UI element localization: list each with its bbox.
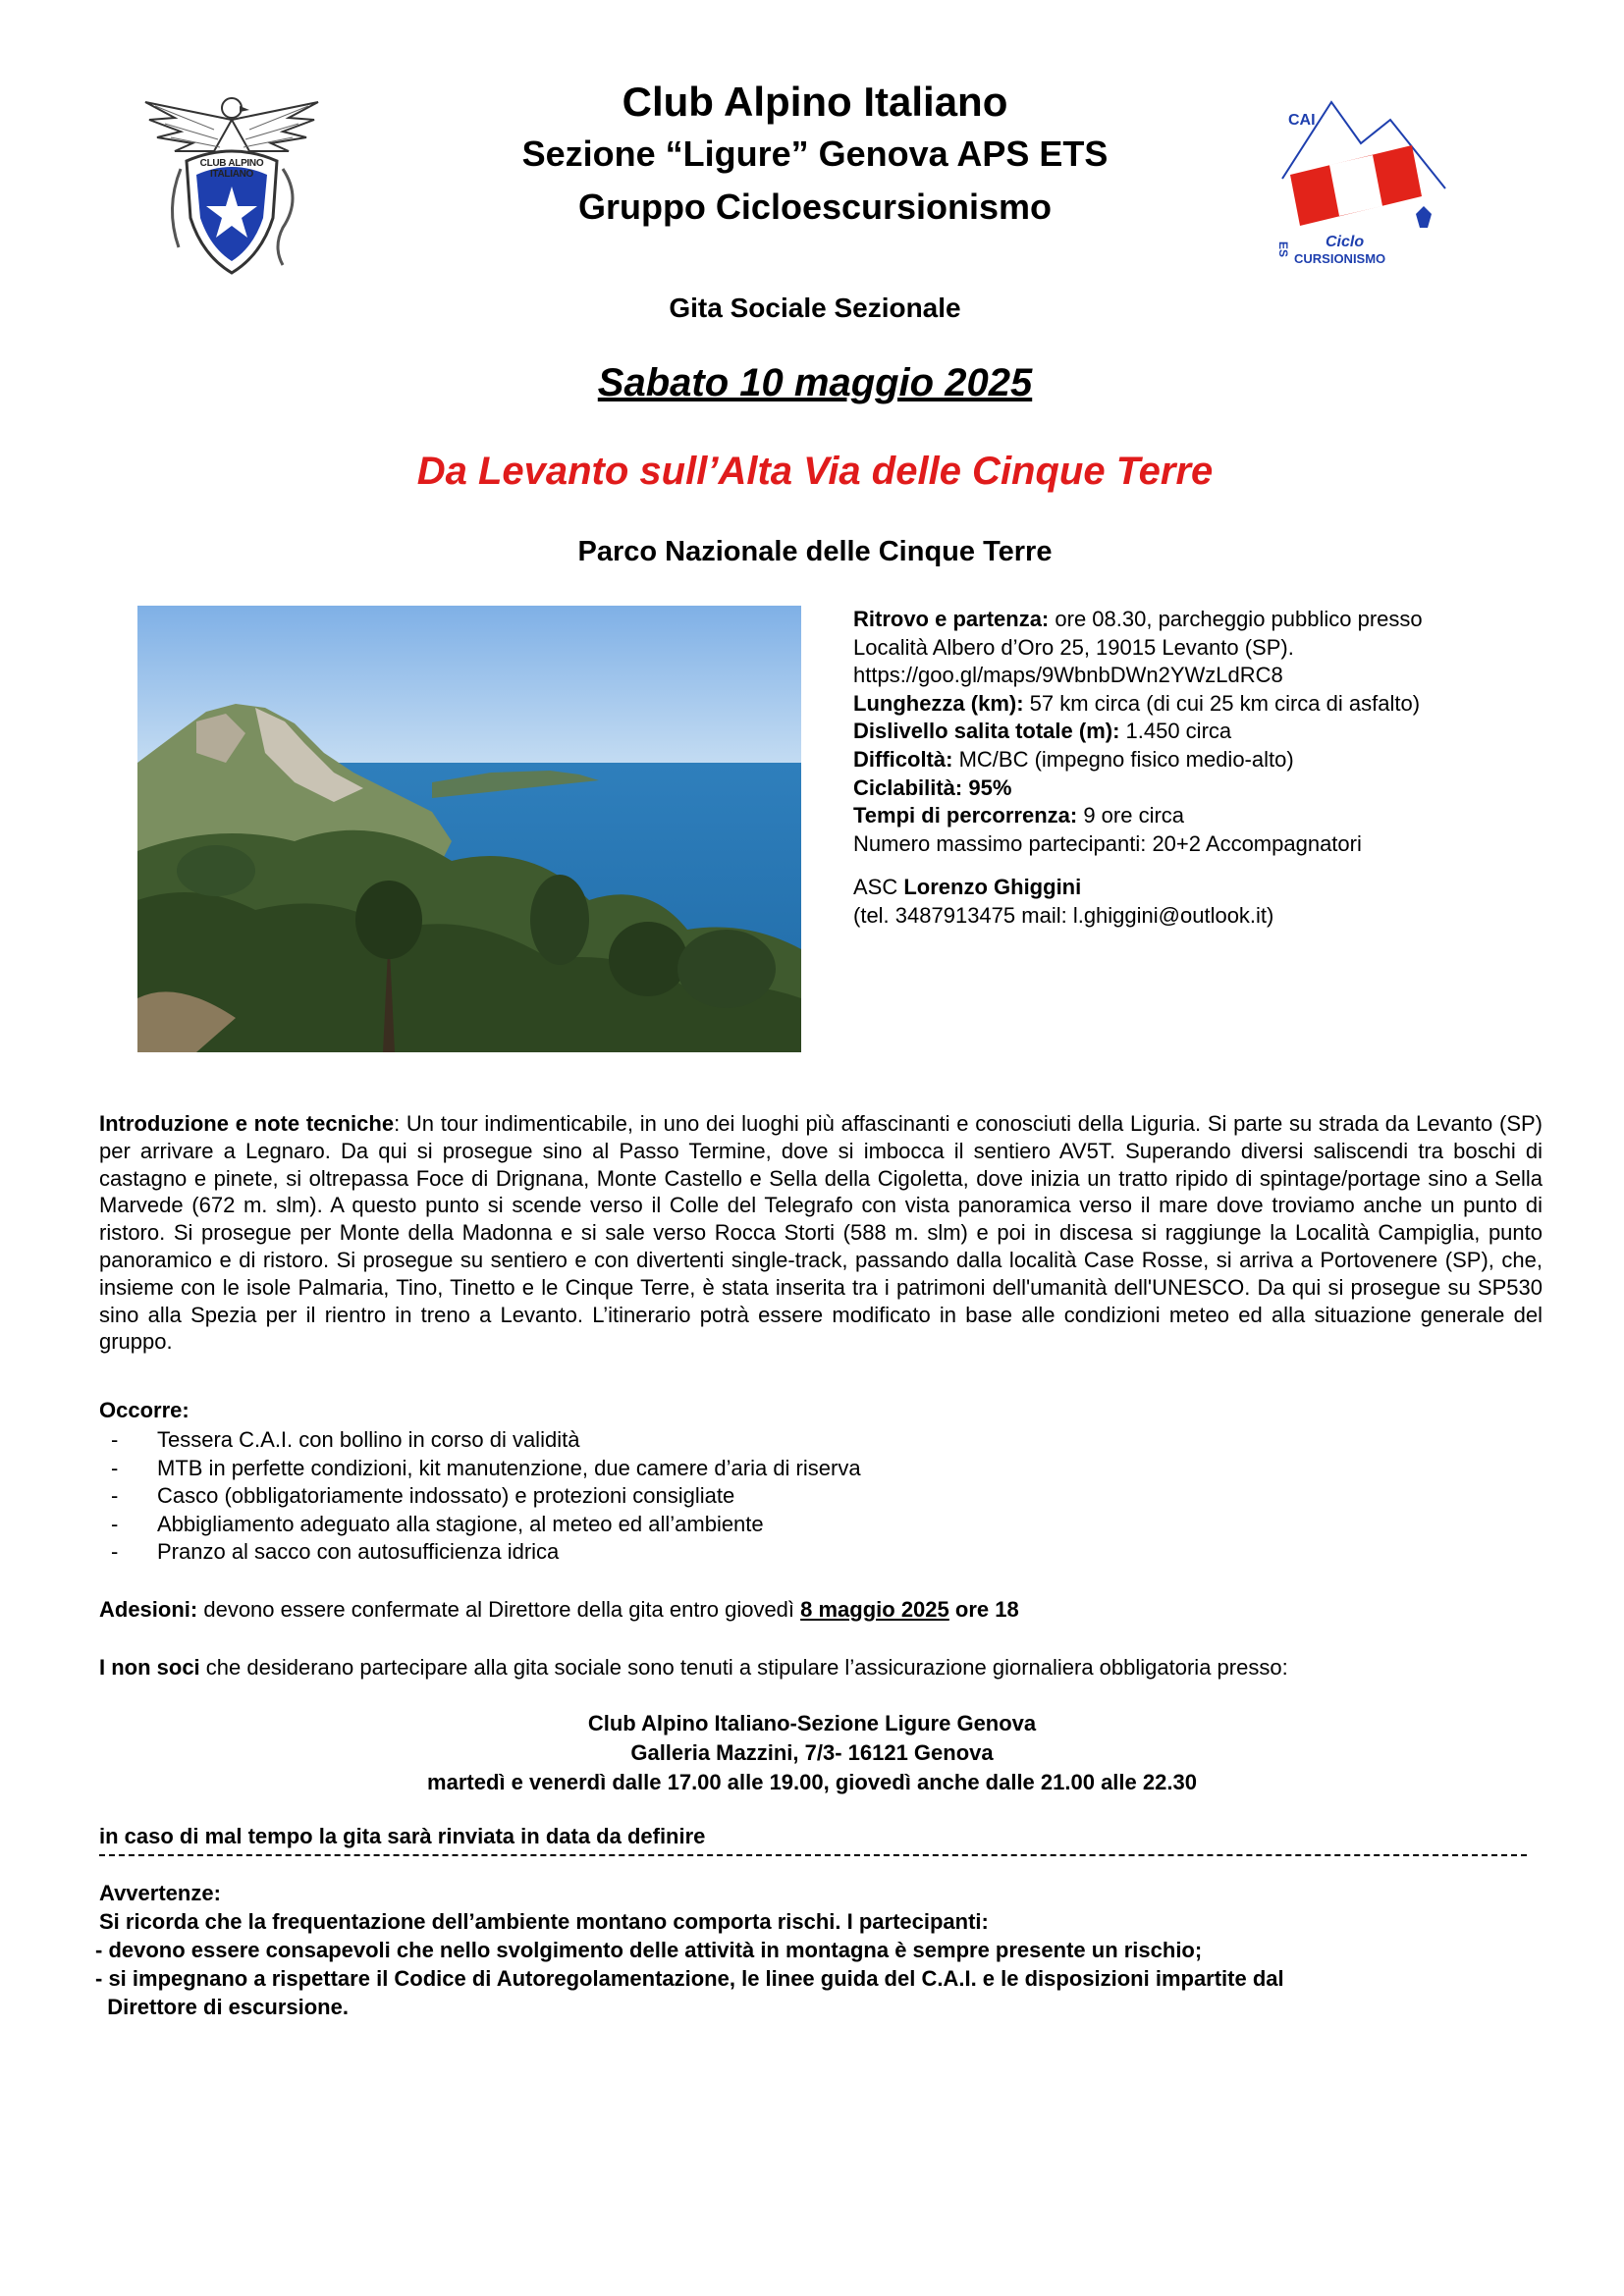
header-title: Club Alpino Italiano — [622, 79, 1008, 125]
avvertenze-line-1: Si ricorda che la frequentazione dell’ambiente montano comporta rischi. I partecipanti: — [99, 1909, 989, 1934]
list-item: - Pranzo al sacco con autosufficienza idrica — [111, 1539, 560, 1564]
ciclabilita-row: Ciclabilità: 95% — [853, 774, 1012, 800]
adesioni-time: ore 18 — [948, 1597, 1019, 1622]
nonsoci-row — [99, 1655, 1523, 1681]
lunghezza-label: Lunghezza (km): — [853, 690, 1024, 716]
address-row: Località Albero d’Oro 25, 19015 Levanto (SP). — [853, 634, 1294, 660]
asc-name: Lorenzo Ghiggini — [903, 875, 1082, 900]
cursionismo-label: CURSIONISMO — [1294, 251, 1386, 266]
adesioni-deadline: 8 maggio 2025 — [800, 1597, 949, 1622]
difficolta-row — [853, 746, 1560, 774]
intro-text: : Un tour indimenticabile, in uno dei luoghi più affascinanti e conosciuti della Liguria. Si parte su strada da Levanto (SP) per arrivare a Legnaro. Da qui si prosegue sino al Passo Termine, dove si imbocca il sentiero AV5T. Superando diversi saliscendi tra boschi di castagno e pinete, si oltrepassa Foce di Drignana, Monte Castello e Sella della Cigoletta, dove inizia un tratto ripido di spintage/portage sino a Sella Marvede (672 m. slm). A questo punto si scende verso il Colle del Telegrafo con vista panoramica verso il mare dove troviamo anche un punto di ristoro. Si prosegue per Monte della Madonna e si sale verso Rocca Storti (588 m. slm) e poi in discesa si raggiunge la Località Campiglia, punto panoramico e di ristoro. Si prosegue su sentiero e con divertenti single-track, passando dalla località Case Rosse, si arriva a Portovenere (SP), che, insieme con le isole Palmaria, Tino, Tinetto e le Cinque Terre, è stata inserita tra i patrimoni dell'umanità dell'UNESCO. Da qui si prosegue su SP530 sino alla Spezia per il rientro in treno a Levanto. L’itinerario potrà essere modificato in base alle condizioni meteo ed alla situazione generale del gruppo. — [99, 1111, 1543, 1355]
contact-row: (tel. 3487913475 mail: l.ghiggini@outlook.it) — [853, 902, 1274, 928]
cai-eagle-icon — [135, 80, 328, 282]
ritrovo-value: ore 08.30, parcheggio pubblico presso — [1049, 607, 1423, 631]
nonsoci-label: I non soci — [99, 1655, 200, 1680]
ritrovo-row — [853, 606, 1560, 634]
maps-link[interactable]: https://goo.gl/maps/9WbnbDWn2YWzLdRC8 — [853, 663, 1283, 688]
event-park: Parco Nazionale delle Cinque Terre — [577, 536, 1053, 567]
dislivello-row — [853, 718, 1560, 746]
list-item: - Tessera C.A.I. con bollino in corso di validità — [111, 1427, 580, 1452]
dislivello-label: Dislivello salita totale (m): — [853, 719, 1120, 744]
adesioni-row — [99, 1597, 1523, 1623]
ritrovo-label: Ritrovo e partenza: — [853, 607, 1050, 631]
office-line-1: Club Alpino Italiano-Sezione Ligure Genova — [587, 1711, 1037, 1735]
ciclo-label: Ciclo — [1326, 234, 1365, 250]
adesioni-label: Adesioni: — [99, 1597, 198, 1622]
trip-details — [853, 606, 1560, 931]
asc-prefix: ASC — [853, 875, 904, 900]
landscape-photo — [137, 606, 801, 1052]
tempi-value: 9 ore circa — [1077, 803, 1185, 828]
list-item: - Abbigliamento adeguato alla stagione, al meteo ed all’ambiente — [111, 1511, 764, 1536]
avvertenze-line-2: - devono essere consapevoli che nello svolgimento delle attività in montagna è sempre presente un rischio; — [95, 1938, 1203, 1962]
office-line-2: Galleria Mazzini, 7/3- 16121 Genova — [630, 1740, 994, 1765]
cai-mini-label: CAI — [1288, 112, 1316, 129]
es-label: ES — [1276, 241, 1290, 258]
cai-logo — [135, 80, 328, 282]
occorre-label: Occorre: — [99, 1398, 189, 1422]
coast-landscape-image — [137, 606, 801, 1052]
intro-label: Introduzione e note tecniche — [99, 1111, 395, 1136]
partecipanti-row: Numero massimo partecipanti: 20+2 Accompagnatori — [853, 830, 1362, 856]
avvertenze-label: Avvertenze: — [99, 1881, 221, 1905]
lunghezza-value: 57 km circa (di cui 25 km circa di asfalto) — [1023, 690, 1421, 716]
difficolta-label: Difficoltà: — [853, 746, 953, 772]
header-subtitle: Sezione “Ligure” Genova APS ETS — [521, 133, 1109, 174]
list-item: - MTB in perfette condizioni, kit manutenzione, due camere d’aria di riserva — [111, 1455, 861, 1480]
dashed-divider — [99, 1854, 1527, 1856]
nonsoci-text: che desiderano partecipare alla gita sociale sono tenuti a stipulare l’assicurazione giornaliera obbligatoria presso: — [199, 1655, 1288, 1680]
adesioni-text: devono essere confermate al Direttore della gita entro giovedì — [197, 1597, 801, 1622]
event-title: Da Levanto sull’Alta Via delle Cinque Terre — [416, 450, 1214, 493]
header-group: Gruppo Cicloescursionismo — [577, 187, 1053, 227]
event-kind: Gita Sociale Sezionale — [669, 293, 961, 323]
avvertenze-block — [95, 1879, 1572, 2021]
tempi-row — [853, 802, 1560, 830]
event-date: Sabato 10 maggio 2025 — [597, 361, 1033, 404]
avvertenze-line-4: Direttore di escursione. — [95, 1995, 349, 2019]
intro-paragraph — [99, 1110, 1543, 1356]
dislivello-value: 1.450 circa — [1119, 719, 1232, 744]
maltempo-note: in caso di mal tempo la gita sarà rinviata in data da definire — [99, 1824, 706, 1848]
cicloescursionismo-logo — [1272, 94, 1453, 271]
occorre-list — [99, 1426, 1376, 1567]
difficolta-value: MC/BC (impegno fisico medio-alto) — [952, 746, 1294, 772]
tempi-label: Tempi di percorrenza: — [853, 803, 1078, 828]
office-line-3: martedì e venerdì dalle 17.00 alle 19.00, giovedì anche dalle 21.00 alle 22.30 — [427, 1770, 1197, 1794]
lunghezza-row — [853, 690, 1560, 719]
avvertenze-line-3: - si impegnano a rispettare il Codice di Autoregolamentazione, le linee guida del C.A.I. e le disposizioni impartite dal — [95, 1966, 1284, 1991]
list-item: - Casco (obbligatoriamente indossato) e protezioni consigliate — [111, 1483, 735, 1508]
cai-logo-banner: CLUB ALPINO ITALIANO — [199, 158, 264, 180]
asc-row — [853, 874, 1560, 902]
